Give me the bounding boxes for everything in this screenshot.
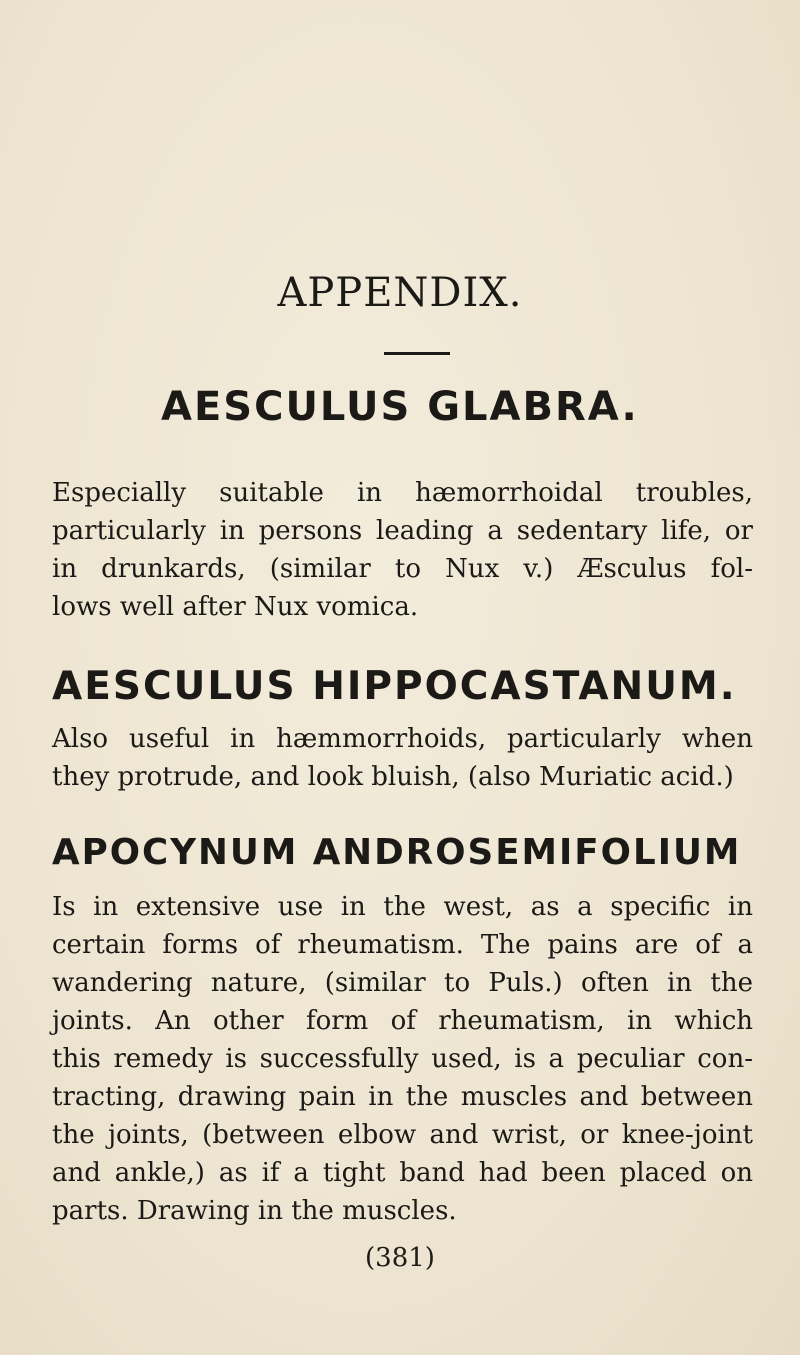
section-heading-apocynum-androsemifolium: APOCYNUM ANDROSEMIFOLIUM xyxy=(52,832,742,873)
text-line: joints. An other form of rheumatism, in which xyxy=(52,1006,753,1036)
text-line: in drunkards, (similar to Nux v.) Æsculus fol- xyxy=(52,554,753,584)
text-line: this remedy is successfully used, is a peculiar con- xyxy=(52,1044,753,1074)
text-line: Is in extensive use in the west, as a specific in xyxy=(52,892,753,922)
section-body-apocynum-androsemifolium xyxy=(52,888,753,1230)
text-line: Also useful in hæmmorrhoids, particularly when xyxy=(52,724,753,754)
text-line: parts. Drawing in the muscles. xyxy=(52,1196,457,1226)
text-line: lows well after Nux vomica. xyxy=(52,592,419,622)
text-line: particularly in persons leading a sedentary life, or xyxy=(52,516,753,546)
text-line: certain forms of rheumatism. The pains are of a xyxy=(52,930,753,960)
section-body-aesculus-hippocastanum xyxy=(52,720,753,796)
section-heading-aesculus-glabra: AESCULUS GLABRA. xyxy=(161,384,639,430)
section-body-aesculus-glabra xyxy=(52,474,753,626)
text-line: wandering nature, (similar to Puls.) often in the xyxy=(52,968,753,998)
title-rule xyxy=(384,352,450,355)
page-title: APPENDIX. xyxy=(277,270,523,316)
text-line: the joints, (between elbow and wrist, or knee-joint xyxy=(52,1120,753,1150)
text-line: they protrude, and look bluish, (also Muriatic acid.) xyxy=(52,762,734,792)
text-line: Especially suitable in hæmorrhoidal troubles, xyxy=(52,478,753,508)
page-number: (381) xyxy=(365,1243,435,1273)
section-heading-aesculus-hippocastanum: AESCULUS HIPPOCASTANUM. xyxy=(52,664,737,709)
text-line: tracting, drawing pain in the muscles and between xyxy=(52,1082,753,1112)
text-line: and ankle,) as if a tight band had been placed on xyxy=(52,1158,753,1188)
